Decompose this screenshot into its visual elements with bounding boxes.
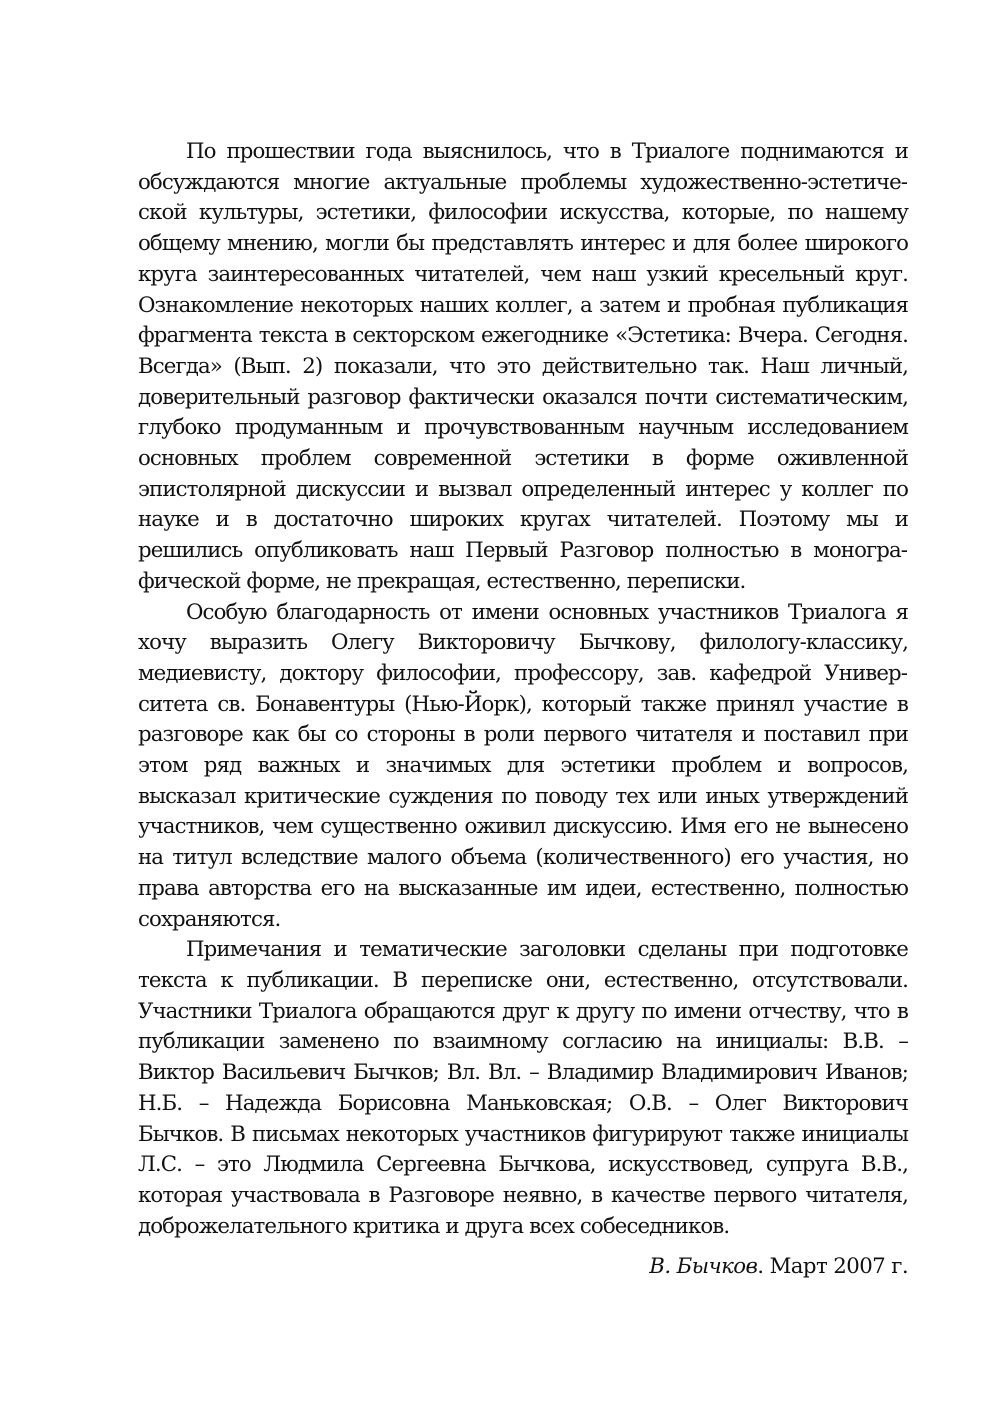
- signature-date: . Март 2007 г.: [757, 1254, 908, 1280]
- signature-author: В. Бычков: [649, 1254, 758, 1280]
- paragraph-1: По прошествии года выяснилось, что в Триалоге поднимаются и обсуждаются многие актуальные проблемы художественно-эстетической культуры, эстетики, философии искусства, которые, по нашему общему мнению, могли бы представлять интерес и для более широкого круга заинтересованных читателей, чем наш узкий кресельный круг. Ознакомление некоторых наших коллег, а затем и пробная публикация фрагмента текста в секторском ежегоднике «Эстетика: Вчера. Сегодня. Всегда» (Вып. 2) показали, что это действительно так. Наш личный, доверительный разговор фактически оказался почти систематическим, глубоко продуманным и прочувствованным научным исследованием основных проблем современной эстетики в форме оживленной эпистолярной дискуссии и вызвал определенный интерес у коллег по науке и в достаточно широких кругах читателей. Поэтому мы и решились опубликовать наш Первый Разговор полностью в монографической форме, не прекращая, естественно, переписки.: [138, 139, 908, 594]
- signature-line: [138, 1252, 908, 1283]
- main-text: [138, 137, 908, 1283]
- paragraph-2: Особую благодарность от имени основных участников Триалога я хочу выразить Олегу Викторовичу Бычкову, филологу-классику, медиевисту, доктору философии, профессору, зав. кафедрой Университета св. Бонавентуры (Нью-Йорк), который также принял участие в разговоре как бы со стороны в роли первого читателя и поставил при этом ряд важных и значимых для эстетики проблем и вопросов, высказал критические суждения по поводу тех или иных утверждений участников, чем существенно оживил дискуссию. Имя его не вынесено на титул вследствие малого объема (количественного) его участия, но права авторства его на высказанные им идеи, естественно, полностью сохраняются.: [138, 599, 908, 932]
- paragraph-3: Примечания и тематические заголовки сделаны при подготовке текста к публикации. В переписке они, естественно, отсутствовали. Участники Триалога обращаются друг к другу по имени отчеству, что в публикации заменено по взаимному согласию на инициалы: В.В. – Виктор Васильевич Бычков; Вл. Вл. – Владимир Владимирович Иванов; Н.Б. – Надежда Борисовна Маньковская; О.В. – Олег Викторович Бычков. В письмах некоторых участников фигурируют также инициалы Л.С. – это Людмила Сергеевна Бычкова, искусствовед, супруга В.В., которая участвовала в Разговоре неявно, в качестве первого читателя, доброжелательного критика и друга всех собеседников.: [138, 937, 908, 1239]
